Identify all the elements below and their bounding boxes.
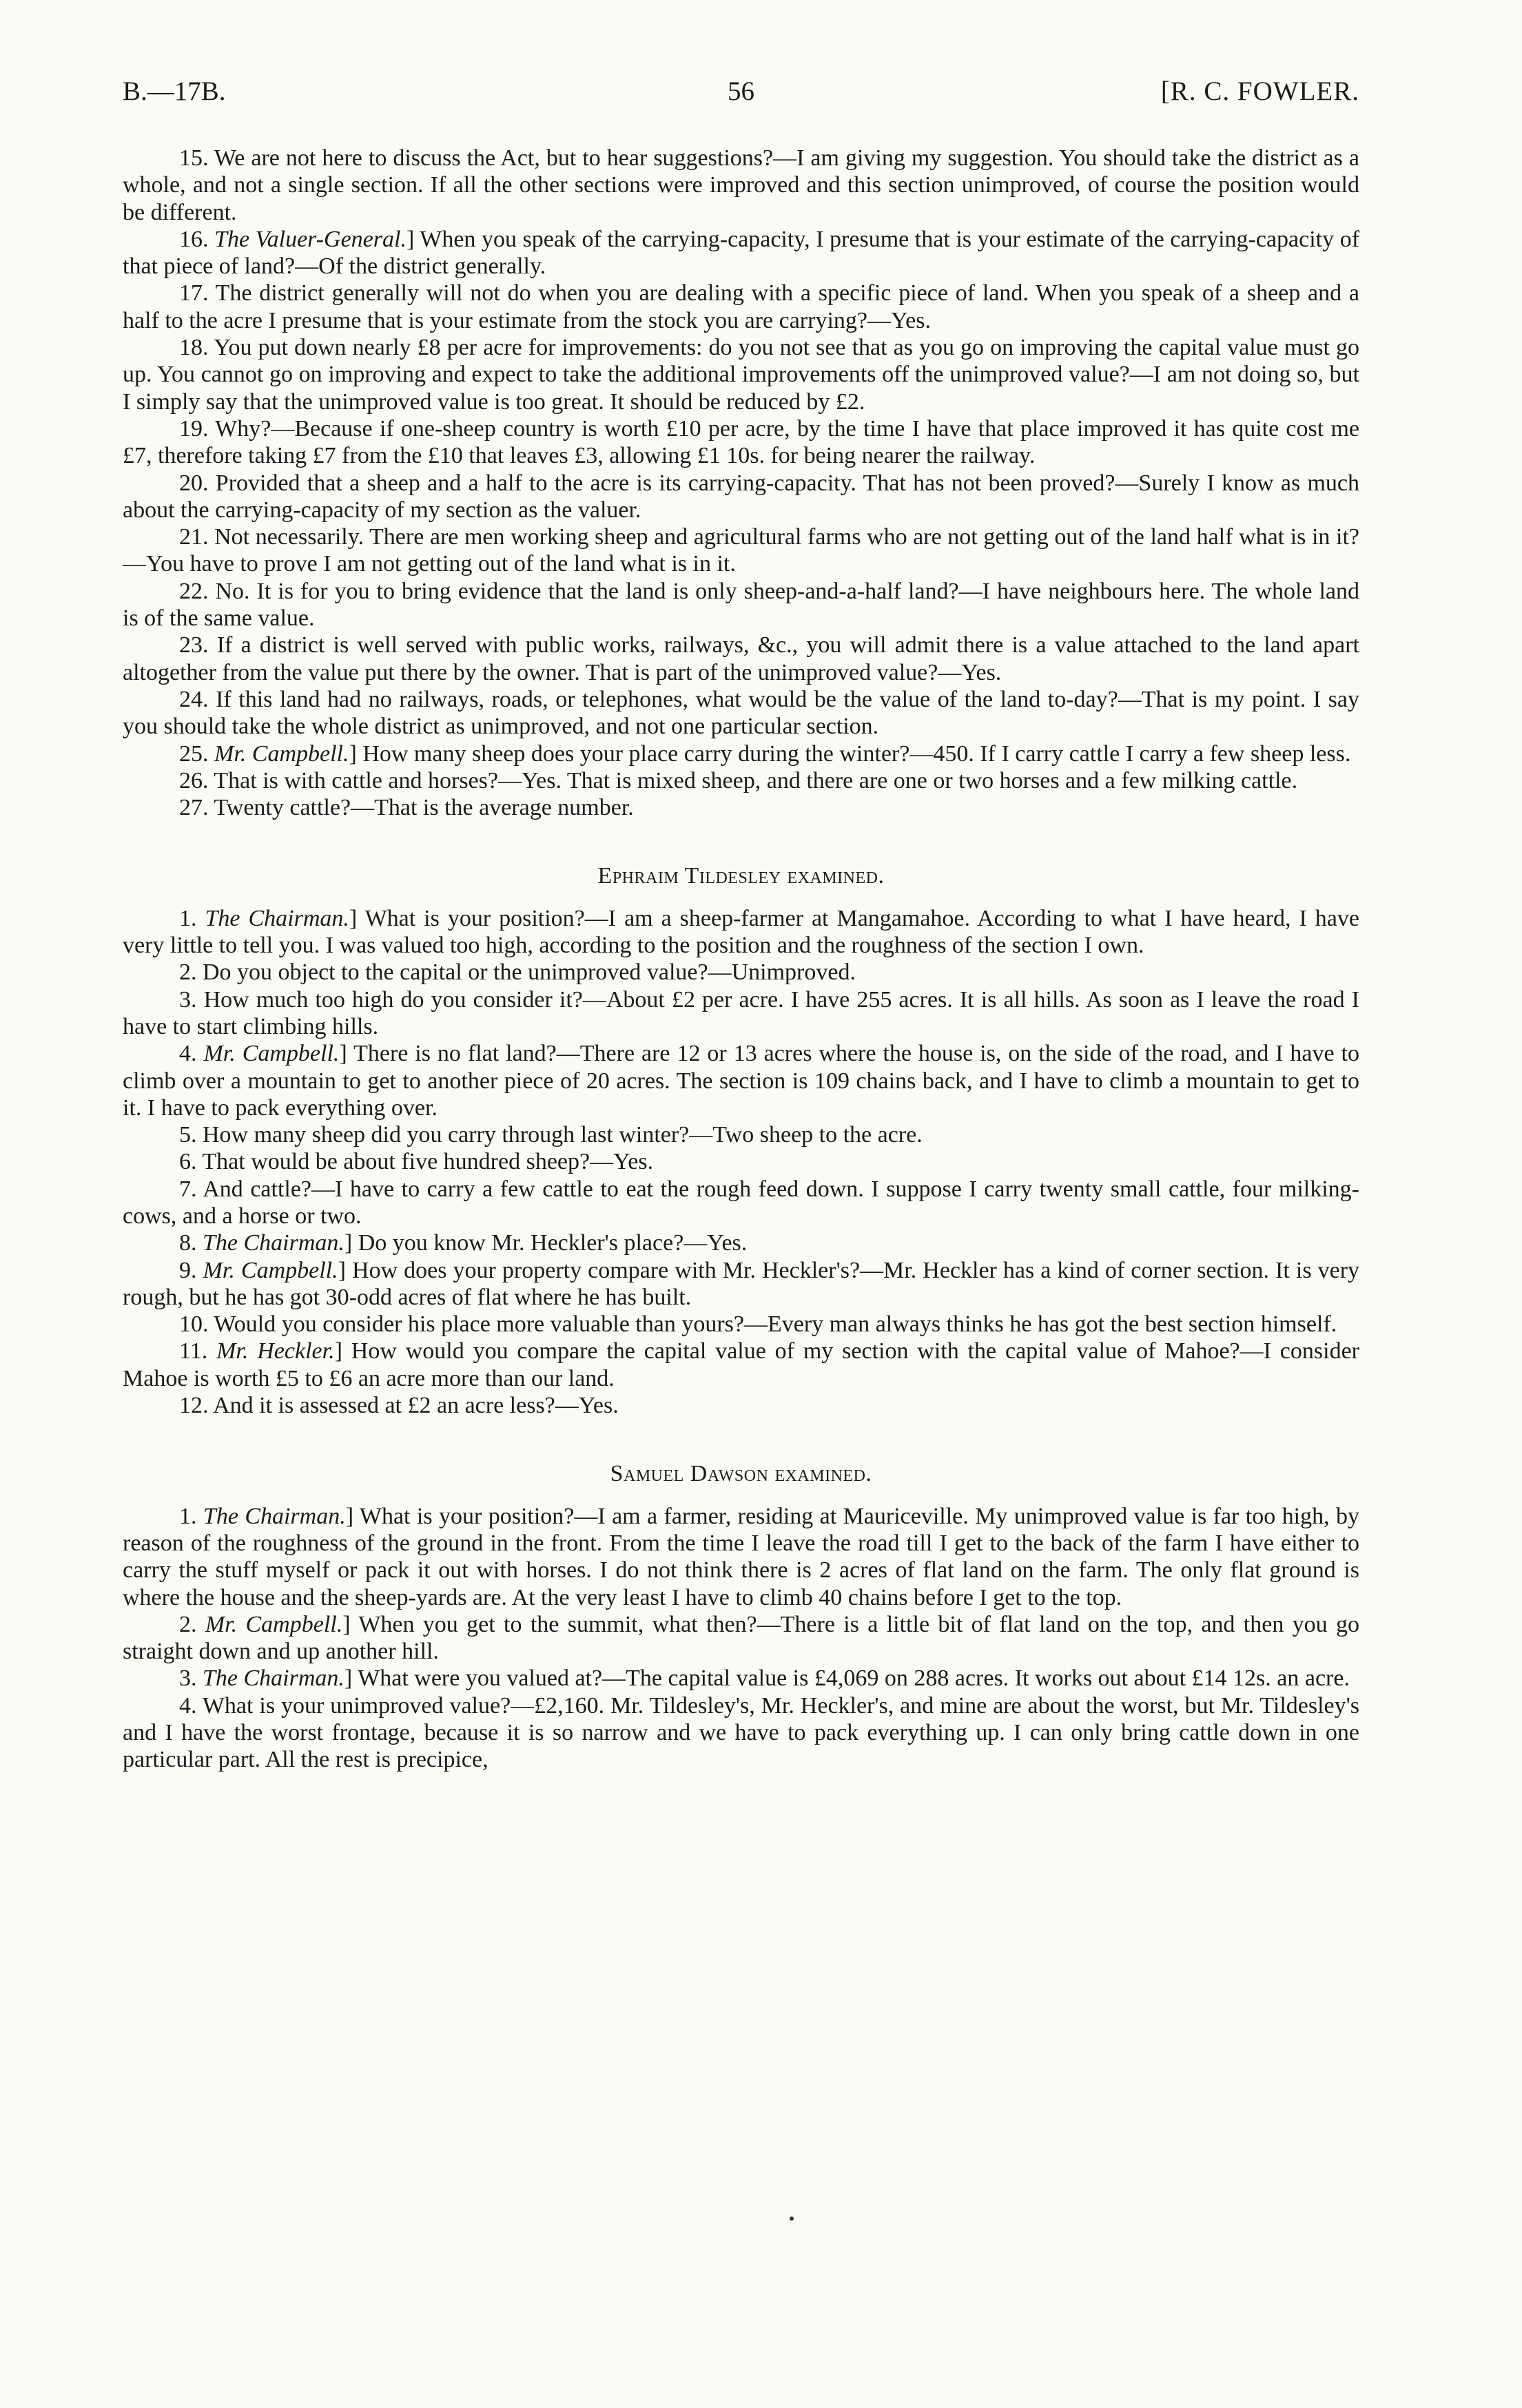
question-paragraph [123,470,1359,524]
question-number: 20. [179,470,209,496]
question-text: When you get to the summit, what then?—There is a little bit of flat land on the top, and then you go straight down and up another hill. [123,1611,1360,1665]
question-text: Twenty cattle?—That is the average number. [214,795,634,821]
speaker-name: Mr. Campbell. [205,1611,343,1637]
question-text: What were you valued at?—The capital value is £4,069 on 288 acres. It works out about £14 12s. an acre. [358,1665,1350,1692]
question-number: 11. [179,1338,208,1364]
question-text: You put down nearly £8 per acre for improvements: do you not see that as you go on improving the capital value must go up. You cannot go on improving and expect to take the additional improvements off the unimproved value?—I am not doing so, but I simply say that the unimproved value is too great. It should be reduced by £2. [123,335,1359,415]
question-paragraph: 16. The Valuer-General.] When you speak of the carrying-capacity, I presume that is your estimate of the carrying-capacity of that piece of land?—Of the district generally. [123,226,1360,280]
question-paragraph: 11. Mr. Heckler.] How would you compare the capital value of my section with the capital value of Mahoe?—I consider Mahoe is worth £5 to £6 an acre more than our land. [123,1338,1359,1391]
question-text: What is your position?—I am a farmer, residing at Mauriceville. My unimproved value is far too high, by reason of the roughness of the ground in the front. From the time I leave the road till I get to the back of the farm I have either to carry the stuff myself or pack it out with horses. I do not think there is 2 acres of flat land on the farm. The only flat ground is where the house and the sheep-yards are. At the very least I have to climb 40 chains before I get to the top. [123,1503,1359,1610]
question-text: We are not here to discuss the Act, but to hear suggestions?—I am giving my suggestion. You should take the district as a whole, and not a single section. If all the other sections were improved and this section unimproved, of course the position would be different. [123,145,1359,225]
question-paragraph [123,1176,1359,1230]
question-number: 4. [179,1041,197,1067]
question-number: 6. [179,1149,197,1175]
question-number: 21. [179,524,209,550]
question-text: What is your position?—I am a sheep-farmer at Mangamahoe. According to what I have heard, I have very little to tell you. I was valued too high, according to the position and the roughness of the section I own. [123,905,1359,959]
question-text: No. It is for you to bring evidence that the land is only sheep-and-a-half land?—I have neighbours here. The whole land is of the same value. [123,578,1359,632]
question-number: 27. [179,795,209,821]
question-paragraph [123,523,1359,578]
question-paragraph [123,1148,1359,1175]
question-number: 5. [179,1122,197,1148]
question-text: Do you know Mr. Heckler's place?—Yes. [358,1230,748,1256]
question-number: 3. [179,986,197,1013]
question-paragraph [123,334,1359,415]
question-text: When you speak of the carrying-capacity, I presume that is your estimate of the carrying-capacity of that piece of land?—Of the district generally. [123,226,1360,280]
question-paragraph [123,1392,1359,1419]
question-text: How does your property compare with Mr. Heckler's?—Mr. Heckler has a kind of corner section. It is very rough, but he has got 30-odd acres of flat where he has built. [123,1257,1360,1310]
speaker-name: Mr. Heckler. [216,1338,335,1364]
question-number: 10. [179,1311,209,1338]
section-heading-tildesley: Ephraim Tildesley examined. [597,863,885,889]
document-reference: B.—17B. [123,76,226,106]
question-text: How many sheep did you carry through last winter?—Two sheep to the acre. [203,1122,923,1148]
question-paragraph [123,1692,1359,1774]
question-paragraph: 3. The Chairman.] What were you valued at?—The capital value is £4,069 on 288 acres. It works out about £14 12s. an acre. [179,1665,1350,1692]
question-number: 3. [179,1665,197,1692]
question-number: 4. [179,1692,197,1719]
evidence-section-fowler [123,145,1359,821]
question-paragraph [123,145,1359,226]
print-mark [790,2217,794,2221]
question-paragraph [123,632,1359,686]
speaker-name: The Chairman. [203,1665,344,1692]
question-paragraph: 1. The Chairman.] What is your position?—I am a sheep-farmer at Mangamahoe. According to what I have heard, I have very little to tell you. I was valued too high, according to the position and the roughness of the section I own. [123,905,1359,959]
question-paragraph: 1. The Chairman.] What is your position?—I am a farmer, residing at Mauriceville. My unimproved value is far too high, by reason of the roughness of the ground in the front. From the time I leave the road till I get to the back of the farm I have either to carry the stuff myself or pack it out with horses. I do not think there is 2 acres of flat land on the farm. The only flat ground is where the house and the sheep-yards are. At the very least I have to climb 40 chains before I get to the top. [123,1503,1359,1610]
question-number: 18. [179,335,209,361]
evidence-section-tildesley [123,905,1359,1420]
question-paragraph [123,280,1359,334]
question-paragraph [123,986,1359,1041]
question-paragraph [123,794,1359,821]
question-text: Why?—Because if one-sheep country is worth £10 per acre, by the time I have that place improved it has quite cost me £7, therefore taking £7 from the £10 that leaves £3, allowing £1 10s. for being nearer the railway. [123,415,1359,469]
question-text: Would you consider his place more valuable than yours?—Every man always thinks he has got the best section himself. [214,1311,1337,1338]
document-page [123,76,1359,1774]
question-number: 26. [179,767,209,793]
question-paragraph [123,1311,1359,1338]
witness-header: [R. C. FOWLER. [1160,76,1359,106]
question-paragraph: 9. Mr. Campbell.] How does your property compare with Mr. Heckler's?—Mr. Heckler has a kind of corner section. It is very rough, but he has got 30-odd acres of flat where he has built. [123,1257,1360,1310]
question-number: 24. [179,686,209,712]
question-text: Not necessarily. There are men working sheep and agricultural farms who are not getting out of the land half what is in it?—You have to prove I am not getting out of the land what is in it. [123,524,1360,577]
section-heading-dawson: Samuel Dawson examined. [610,1461,872,1487]
question-number: 2. [179,1611,197,1637]
question-paragraph [123,767,1359,794]
question-paragraph [123,686,1359,740]
speaker-name: The Chairman. [203,1230,344,1256]
question-number: 16. [179,226,209,252]
question-number: 23. [179,632,209,658]
question-number: 12. [179,1393,209,1419]
question-number: 17. [179,280,209,307]
question-number: 1. [179,905,197,931]
question-text: If a district is well served with public works, railways, &c., you will admit there is a value attached to the land apart altogether from the value put there by the owner. That is part of the unimproved value?—Yes. [123,632,1359,685]
page-header [123,76,1359,124]
question-text: There is no flat land?—There are 12 or 13 acres where the house is, on the side of the road, and I have to climb over a mountain to get to another piece of 20 acres. The section is 109 chains back, and I have to climb a mountain to get to it. I have to pack everything over. [123,1041,1359,1121]
question-text: What is your unimproved value?—£2,160. Mr. Tildesley's, Mr. Heckler's, and mine are about the worst, but Mr. Tildesley's and I have the worst frontage, because it is so narrow and we have to pack everything up. I can only bring cattle down in one particular part. All the rest is precipice, [123,1692,1359,1773]
question-paragraph [123,1121,1359,1148]
question-text: If this land had no railways, roads, or telephones, what would be the value of the land to-day?—That is my point. I say you should take the whole district as unimproved, and not one particular section. [123,686,1359,740]
question-number: 25. [179,740,209,767]
question-number: 15. [179,145,209,171]
question-number: 7. [179,1176,197,1202]
speaker-name: The Chairman. [203,1503,346,1529]
question-number: 22. [179,578,209,604]
question-paragraph [123,959,1359,986]
speaker-name: Mr. Campbell. [214,740,349,767]
evidence-section-dawson [123,1503,1359,1774]
question-text: And it is assessed at £2 an acre less?—Yes. [213,1393,619,1419]
document-body [123,145,1359,1774]
question-text: That is with cattle and horses?—Yes. That is mixed sheep, and there are one or two horses and a few milking cattle. [214,767,1298,793]
speaker-name: The Chairman. [205,905,349,931]
question-text: That would be about five hundred sheep?—Yes. [202,1149,654,1175]
speaker-name: Mr. Campbell. [203,1041,340,1067]
question-number: 19. [179,415,209,442]
question-text: How would you compare the capital value of my section with the capital value of Mahoe?—I consider Mahoe is worth £5 to £6 an acre more than our land. [123,1338,1359,1391]
question-number: 8. [179,1230,197,1256]
question-paragraph [123,578,1359,632]
speaker-name: Mr. Campbell. [203,1257,338,1283]
question-number: 1. [179,1503,197,1529]
question-paragraph: 25. Mr. Campbell.] How many sheep does your place carry during the winter?—450. If I carry cattle I carry a few sheep less. [179,740,1351,767]
question-text: Provided that a sheep and a half to the acre is its carrying-capacity. That has not been proved?—Surely I know as much about the carrying-capacity of my section as the valuer. [123,470,1360,523]
page-number: 56 [728,76,754,106]
question-text: The district generally will not do when you are dealing with a specific piece of land. When you speak of a sheep and a half to the acre I presume that is your estimate from the stock you are carrying?—Yes. [123,280,1359,333]
question-text: And cattle?—I have to carry a few cattle to eat the rough feed down. I suppose I carry twenty small cattle, four milking-cows, and a horse or two. [123,1176,1360,1229]
question-text: How many sheep does your place carry during the winter?—450. If I carry cattle I carry a few sheep less. [362,740,1351,767]
question-paragraph: 2. Mr. Campbell.] When you get to the summit, what then?—There is a little bit of flat land on the top, and then you go straight down and up another hill. [123,1611,1360,1665]
question-number: 9. [179,1257,197,1283]
question-paragraph: 4. Mr. Campbell.] There is no flat land?—There are 12 or 13 acres where the house is, on the side of the road, and I have to climb over a mountain to get to another piece of 20 acres. The section is 109 chains back, and I have to climb a mountain to get to it. I have to pack everything over. [123,1041,1359,1121]
question-paragraph [123,415,1359,470]
question-paragraph: 8. The Chairman.] Do you know Mr. Heckler's place?—Yes. [179,1230,748,1256]
question-text: Do you object to the capital or the unimproved value?—Unimproved. [203,959,856,986]
speaker-name: The Valuer-General. [214,226,407,252]
question-text: How much too high do you consider it?—About £2 per acre. I have 255 acres. It is all hills. As soon as I leave the road I have to start climbing hills. [123,986,1360,1039]
question-number: 2. [179,959,197,986]
